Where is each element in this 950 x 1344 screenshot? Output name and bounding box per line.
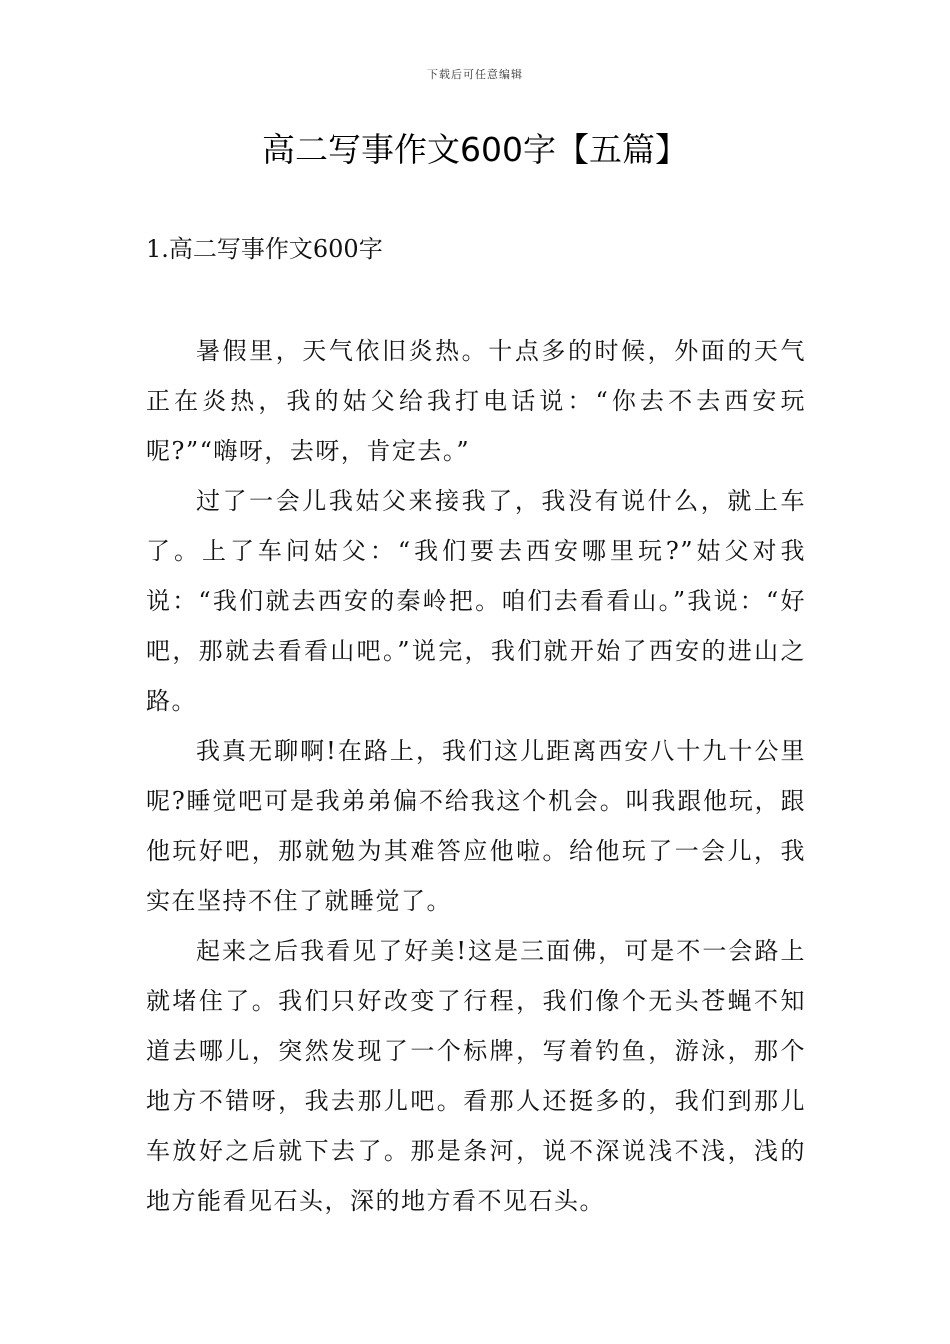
article-body (146, 326, 806, 1226)
section-heading: 1.高二写事作文600字 (146, 235, 383, 263)
paragraph: 暑假里，天气依旧炎热。十点多的时候，外面的天气正在炎热，我的姑父给我打电话说：“你去不去西安玩呢?”“嗨呀，去呀，肯定去。” (146, 337, 806, 465)
document-title: 高二写事作文600字【五篇】 (262, 130, 688, 169)
header-note: 下载后可任意编辑 (427, 68, 523, 81)
paragraph: 我真无聊啊!在路上，我们这儿距离西安八十九十公里呢?睡觉吧可是我弟弟偏不给我这个机会。叫我跟他玩，跟他玩好吧，那就勉为其难答应他啦。给他玩了一会儿，我实在坚持不住了就睡觉了。 (146, 737, 806, 915)
paragraph: 起来之后我看见了好美!这是三面佛，可是不一会路上就堵住了。我们只好改变了行程，我们像个无头苍蝇不知道去哪儿，突然发现了一个标牌，写着钓鱼，游泳，那个地方不错呀，我去那儿吧。看那人还挺多的，我们到那儿车放好之后就下去了。那是条河，说不深说浅不浅，浅的地方能看见石头，深的地方看不见石头。 (146, 937, 806, 1215)
paragraph: 过了一会儿我姑父来接我了，我没有说什么，就上车了。上了车问姑父：“我们要去西安哪里玩?”姑父对我说：“我们就去西安的秦岭把。咱们去看看山。”我说：“好吧，那就去看看山吧。”说完，我们就开始了西安的进山之路。 (146, 487, 806, 715)
